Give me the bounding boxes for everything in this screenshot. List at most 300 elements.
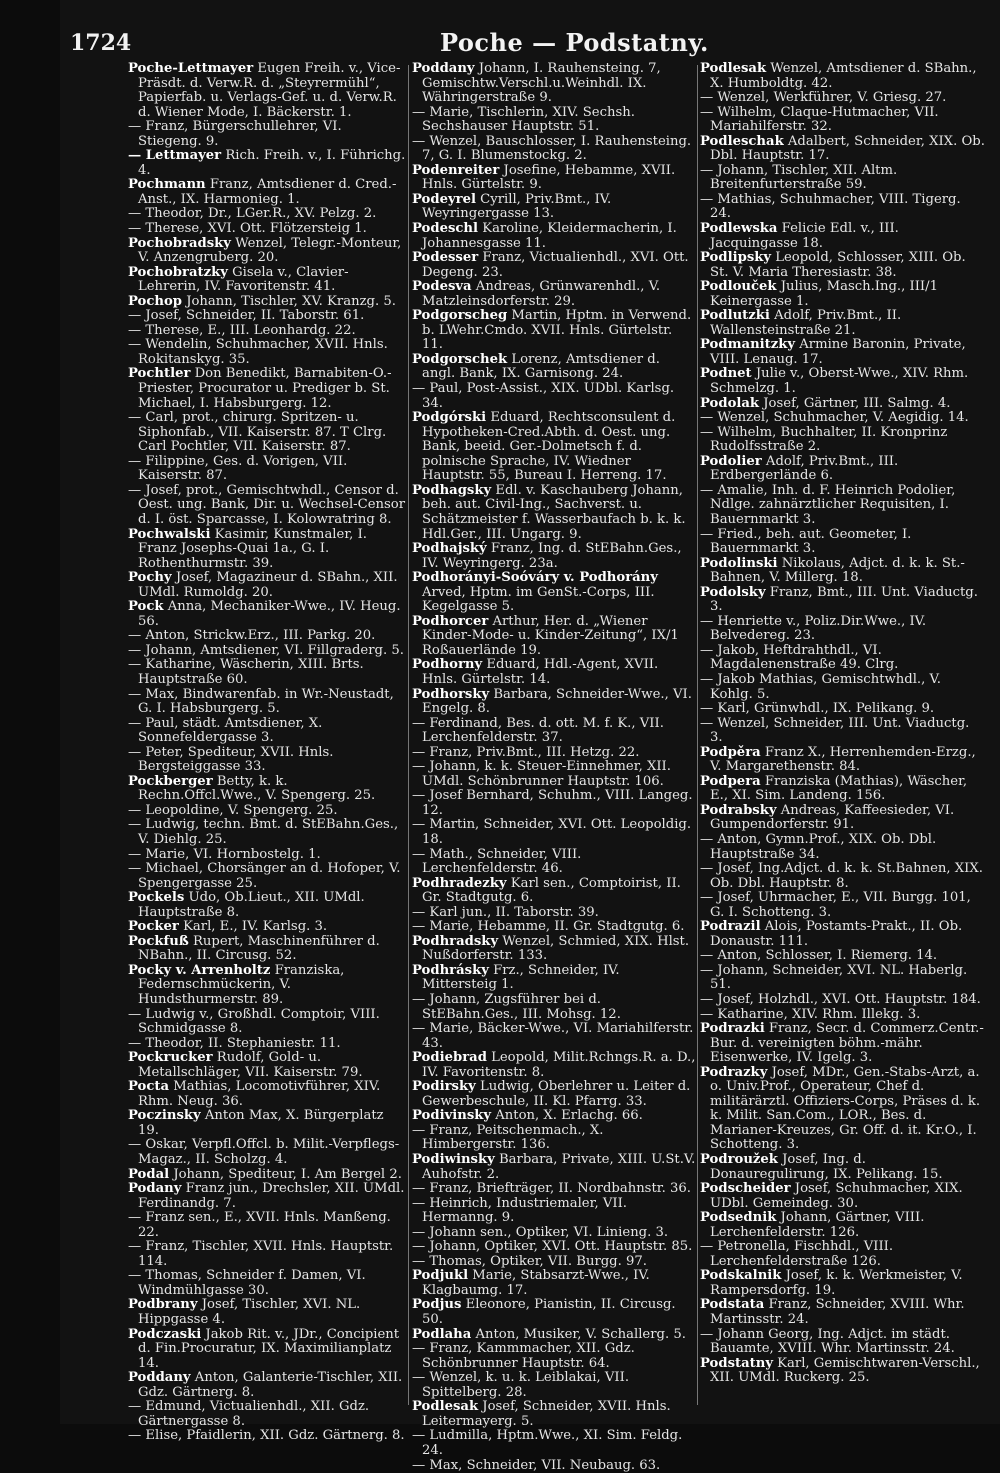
entry-details: Jakob Rit. v., JDr., Concipient d. Fin.Procuratur, IX. Maximilianplatz 14. <box>138 1327 399 1371</box>
entry-details: — Carl, prot., chirurg. Spritzen- u. Siphonfab., VII. Kaiserstr. 87. T Clrg. Carl Pochtler, VII. Kaiserstr. 87. <box>128 410 386 454</box>
entry-details: Rudolf, Gold- u. Metallschläger, VII. Kaiserstr. 79. <box>138 1050 363 1080</box>
entry-details: Kasimir, Kunstmaler, I. Franz Josephs-Quai 1a., G. I. Rothenthurmstr. 39. <box>138 527 367 571</box>
directory-entry <box>700 717 985 746</box>
entry-details: Andreas, Grünwarenhdl., V. Matzleinsdorferstr. 29. <box>422 279 660 309</box>
directory-entry <box>700 1211 985 1240</box>
entry-details: Julius, Masch.Ing., III/1 Keinergasse 1. <box>710 279 938 309</box>
directory-entry <box>412 353 696 382</box>
entry-surname: Podeschl <box>412 221 478 236</box>
entry-details: Mathias, Locomotivführer, XIV. Rhm. Neug. 36. <box>138 1079 380 1109</box>
entry-surname: Pockberger <box>128 774 213 789</box>
entry-details: Anton Max, X. Bürgerplatz 19. <box>138 1108 384 1138</box>
directory-entry <box>412 906 696 921</box>
directory-entry <box>412 1342 696 1371</box>
directory-entry <box>700 135 985 164</box>
entry-details: — Johann, Zugsführer bei d. StEBahn.Ges., III. Mohsg. 12. <box>412 992 621 1022</box>
entry-details: Eduard, Rechtsconsulent d. Hypotheken-Cred.Abth. d. Oest. ung. Bank, beeid. Ger.-Dolmetsch f. d. polnische Sprache, IV. Wiedner Hauptstr. 55, Bureau I. Herreng. 17. <box>422 410 675 483</box>
directory-entry <box>128 178 406 207</box>
directory-entry <box>700 455 985 484</box>
directory-entry <box>700 397 985 412</box>
entry-surname: Podpěra <box>700 745 761 760</box>
directory-entry <box>128 1051 406 1080</box>
directory-entry <box>412 382 696 411</box>
directory-entry <box>128 804 406 819</box>
entry-details: — Petronella, Fischhdl., VIII. Lerchenfelderstraße 126. <box>700 1239 893 1269</box>
entry-details: Johann, I. Rauhensteing. 7, Gemischtw.Verschl.u.Weinhdl. IX. Währingerstraße 9. <box>422 61 661 105</box>
entry-details: Anton, Musiker, V. Schallerg. 5. <box>471 1327 686 1342</box>
directory-entry <box>700 1022 985 1066</box>
entry-surname: Podhorányi-Soóváry v. Podhorány <box>412 570 658 585</box>
directory-entry <box>700 833 985 862</box>
directory-entry <box>700 1328 985 1357</box>
directory-entry <box>128 1269 406 1298</box>
entry-details: Wenzel, Telegr.-Monteur, V. Anzengruberg. 20. <box>138 236 401 266</box>
directory-entry <box>128 528 406 572</box>
entry-details: Anton, X. Erlachg. 66. <box>491 1108 643 1123</box>
directory-entry <box>700 1008 985 1023</box>
entry-surname: Podjukl <box>412 1268 468 1283</box>
directory-entry <box>128 455 406 484</box>
directory-entry <box>412 688 696 717</box>
directory-column-2 <box>412 62 696 1407</box>
entry-surname: Poddany <box>412 61 475 76</box>
entry-details: Anton, Galanterie-Tischler, XII. Gdz. Gärtnerg. 8. <box>138 1370 402 1400</box>
directory-entry <box>700 615 985 644</box>
entry-surname: Podhradezky <box>412 876 507 891</box>
entry-surname: Podolak <box>700 396 759 411</box>
entry-surname: Pockrucker <box>128 1050 213 1065</box>
directory-entry <box>700 193 985 222</box>
entry-surname: Poddany <box>128 1370 191 1385</box>
entry-details: — Josef, Holzhdl., XVI. Ott. Hauptstr. 184. <box>700 992 981 1007</box>
directory-entry <box>412 571 696 615</box>
entry-details: — Peter, Spediteur, XVII. Hnls. Bergsteiggasse 33. <box>128 745 333 775</box>
entry-details: — Paul, Post-Assist., XIX. UDbl. Karlsg. 34. <box>412 381 674 411</box>
entry-details: — Filippine, Ges. d. Vorigen, VII. Kaiserstr. 87. <box>128 454 347 484</box>
entry-details: — Wilhelm, Claque-Hutmacher, VII. Mariahilferstr. 32. <box>700 105 939 135</box>
directory-entry <box>128 775 406 804</box>
directory-entry <box>700 949 985 964</box>
entry-details: — Franz, Tischler, XVII. Hnls. Hauptstr. 114. <box>128 1239 393 1269</box>
directory-entry <box>700 411 985 426</box>
directory-entry <box>412 1459 696 1473</box>
entry-details: Armine Baronin, Private, VIII. Lenaug. 17. <box>710 337 966 367</box>
entry-details: Andreas, Kaffeesieder, VI. Gumpendorferstr. 91. <box>710 803 954 833</box>
entry-details: — Marie, Tischlerin, XIV. Sechsh. Sechshauser Hauptstr. 51. <box>412 105 635 135</box>
directory-entry <box>412 935 696 964</box>
entry-details: Marie, Stabsarzt-Wwe., IV. Klagbaumg. 17. <box>422 1268 650 1298</box>
directory-entry <box>412 193 696 222</box>
entry-details: Martin, Hptm. in Verwend. b. LWehr.Cmdo. XVII. Hnls. Gürtelstr. 11. <box>422 308 691 352</box>
entry-details: — Theodor, II. Stephaniestr. 11. <box>128 1036 341 1051</box>
entry-details: Josef, Ing. d. Donauregulirung, IX. Pelikang. 15. <box>710 1152 943 1182</box>
entry-surname: Podenreiter <box>412 163 499 178</box>
entry-surname: Pochop <box>128 294 182 309</box>
directory-entry <box>412 135 696 164</box>
entry-details: — Franz, Priv.Bmt., III. Hetzg. 22. <box>412 745 639 760</box>
directory-entry <box>128 571 406 600</box>
entry-details: — Edmund, Victualienhdl., XII. Gdz. Gärtnergasse 8. <box>128 1399 369 1429</box>
directory-entry <box>700 528 985 557</box>
entry-surname: Podolier <box>700 454 762 469</box>
directory-entry <box>128 964 406 1008</box>
entry-surname: Poczinsky <box>128 1108 201 1123</box>
directory-entry <box>412 62 696 106</box>
entry-details: Leopold, Milit.Rchngs.R. a. D., IV. Favoritenstr. 8. <box>422 1050 695 1080</box>
entry-details: Josef, Tischler, XVI. NL. Hippgasse 4. <box>138 1297 360 1327</box>
entry-details: Julie v., Oberst-Wwe., XIV. Rhm. Schmelzg. 1. <box>710 366 968 396</box>
entry-details: — Amalie, Inh. d. F. Heinrich Podolier, Ndlge. zahnärztlicher Requisiten, I. Bauernmarkt 3. <box>700 483 955 527</box>
directory-entry <box>128 62 406 120</box>
entry-surname: Podhorsky <box>412 687 489 702</box>
directory-entry <box>128 1168 406 1183</box>
entry-details: — Marie, VI. Hornbostelg. 1. <box>128 847 321 862</box>
entry-details: Johann, Gärtner, VIII. Lerchenfelderstr. 126. <box>710 1210 924 1240</box>
directory-entry <box>412 818 696 847</box>
directory-entry <box>128 1008 406 1037</box>
entry-surname: Podhorcer <box>412 614 488 629</box>
entry-details: — Franz sen., E., XVII. Hnls. Manßeng. 22. <box>128 1210 391 1240</box>
entry-details: — Anton, Gymn.Prof., XIX. Ob. Dbl. Hauptstraße 34. <box>700 832 936 862</box>
directory-entry <box>412 309 696 353</box>
entry-details: — Heinrich, Industriemaler, VII. Hermanng. 9. <box>412 1196 627 1226</box>
entry-details: — Franz, Bürgerschullehrer, VI. Stiegeng. 9. <box>128 119 342 149</box>
entry-details: — Marie, Bäcker-Wwe., VI. Mariahilferstr. 43. <box>412 1021 693 1051</box>
entry-details: — Wenzel, Schneider, III. Unt. Viaductg. 3. <box>700 716 969 746</box>
entry-details: Franz, Secr. d. Commerz.Centr.-Bur. d. vereinigten böhm.-mähr. Eisenwerke, IV. Igelg. 3. <box>710 1021 984 1065</box>
entry-details: — Max, Bindwarenfab. in Wr.-Neustadt, G. I. Habsburgerg. 5. <box>128 687 394 717</box>
entry-details: — Franz, Kammmacher, XII. Gdz. Schönbrunner Hauptstr. 64. <box>412 1341 635 1371</box>
entry-surname: — Lettmayer <box>128 148 221 163</box>
entry-surname: Podlewska <box>700 221 777 236</box>
directory-entry <box>412 658 696 687</box>
entry-surname: Podesser <box>412 250 478 265</box>
entry-surname: Podlesak <box>412 1399 478 1414</box>
directory-entry <box>128 295 406 310</box>
entry-surname: Podany <box>128 1181 181 1196</box>
entry-surname: Podhrásky <box>412 963 489 978</box>
entry-details: — Josef, prot., Gemischtwhdl., Censor d. Oest. ung. Bank, Dir. u. Wechsel-Censor d. I. öst. Sparcasse, I. Kolowratring 8. <box>128 483 405 527</box>
entry-surname: Podiwinsky <box>412 1152 495 1167</box>
entry-surname: Podolsky <box>700 585 766 600</box>
directory-entry <box>700 62 985 91</box>
entry-surname: Podskalnik <box>700 1268 781 1283</box>
entry-surname: Podstatny <box>700 1356 773 1371</box>
entry-details: Franz, Ing. d. StEBahn.Ges., IV. Weyringerg. 23a. <box>422 541 682 571</box>
entry-details: Anna, Mechaniker-Wwe., IV. Heug. 56. <box>138 599 401 629</box>
entry-details: Ludwig, Oberlehrer u. Leiter d. Gewerbeschule, II. Kl. Pfarrg. 33. <box>422 1079 690 1109</box>
directory-entry <box>412 411 696 484</box>
entry-surname: Podscheider <box>700 1181 791 1196</box>
directory-entry <box>700 862 985 891</box>
entry-details: — Ludmilla, Hptm.Wwe., XI. Sim. Feldg. 24. <box>412 1428 682 1458</box>
entry-surname: Podroužek <box>700 1152 778 1167</box>
entry-details: — Wendelin, Schuhmacher, XVII. Hnls. Rokitanskyg. 35. <box>128 337 388 367</box>
entry-details: — Josef, Uhrmacher, E., VII. Burgg. 101, G. I. Schotteng. 3. <box>700 890 971 920</box>
directory-entry <box>412 1226 696 1241</box>
entry-details: — Jakob, Heftdrahthdl., VI. Magdalenenstraße 49. Clrg. <box>700 643 898 673</box>
directory-entry <box>128 309 406 324</box>
entry-surname: Pockfuß <box>128 934 189 949</box>
directory-entry <box>412 1153 696 1182</box>
entry-details: Wenzel, Amtsdiener d. SBahn., X. Humboldtg. 42. <box>710 61 977 91</box>
entry-surname: Podsednik <box>700 1210 776 1225</box>
directory-entry <box>128 1211 406 1240</box>
entry-details: Leopold, Schlosser, XIII. Ob. St. V. Maria Theresiastr. 38. <box>710 250 966 280</box>
entry-surname: Podrazil <box>700 919 761 934</box>
directory-entry <box>700 338 985 367</box>
directory-entry <box>412 1240 696 1255</box>
directory-entry <box>700 1182 985 1211</box>
entry-details: — Anton, Strickw.Erz., III. Parkg. 20. <box>128 628 375 643</box>
entry-details: Josef, Schneider, XVII. Hnls. Leitermayerg. 5. <box>422 1399 671 1429</box>
entry-surname: Poche-Lettmayer <box>128 61 253 76</box>
directory-entry <box>128 600 406 629</box>
directory-entry <box>412 1124 696 1153</box>
entry-details: Josef, Schuhmacher, XIX. UDbl. Gemeindeg. 30. <box>710 1181 963 1211</box>
entry-surname: Podeyrel <box>412 192 476 207</box>
entry-details: — Johann, Optiker, XVI. Ott. Hauptstr. 85. <box>412 1239 692 1254</box>
directory-entry <box>128 1429 406 1444</box>
entry-details: — Henriette v., Poliz.Dir.Wwe., IV. Belvedereg. 23. <box>700 614 926 644</box>
entry-details: Betty, k. k. Rechn.Offcl.Wwe., V. Spengerg. 25. <box>138 774 375 804</box>
entry-surname: Podirsky <box>412 1079 476 1094</box>
entry-details: — Martin, Schneider, XVI. Ott. Leopoldig. 18. <box>412 817 691 847</box>
directory-entry <box>700 964 985 993</box>
entry-details: Udo, Ob.Lieut., XII. UMdl. Hauptstraße 8. <box>138 890 365 920</box>
entry-surname: Podrazki <box>700 1021 765 1036</box>
entry-surname: Podlaha <box>412 1327 471 1342</box>
entry-details: Rupert, Maschinenführer d. NBahn., II. Circusg. 52. <box>138 934 380 964</box>
directory-column-1 <box>128 62 406 1407</box>
entry-details: Gisela v., Clavier-Lehrerin, IV. Favoritenstr. 41. <box>138 265 349 295</box>
entry-surname: Podnet <box>700 366 752 381</box>
entry-details: — Johann, Schneider, XVI. NL. Haberlg. 51. <box>700 963 967 993</box>
directory-entry <box>412 717 696 746</box>
directory-entry <box>700 91 985 106</box>
entry-details: Franz, Amtsdiener d. Cred.-Anst., IX. Harmonieg. 1. <box>138 177 396 207</box>
directory-entry <box>128 266 406 295</box>
entry-details: Adolf, Priv.Bmt., II. Wallensteinstraße 21. <box>710 308 901 338</box>
directory-entry <box>412 280 696 309</box>
directory-entry <box>412 1109 696 1124</box>
entry-surname: Podgorschek <box>412 352 507 367</box>
entry-details: Josefine, Hebamme, XVII. Hnls. Gürtelstr. 9. <box>422 163 675 193</box>
directory-entry <box>128 338 406 367</box>
entry-details: — Elise, Pfaidlerin, XII. Gdz. Gärtnerg. 8. <box>128 1428 405 1443</box>
entry-details: — Thomas, Schneider f. Damen, VI. Windmühlgasse 30. <box>128 1268 366 1298</box>
directory-entry <box>700 586 985 615</box>
directory-entry <box>412 760 696 789</box>
directory-entry <box>412 1080 696 1109</box>
entry-details: Don Benedikt, Barnabiten-O.-Priester, Procurator u. Prediger b. St. Michael, I. Habsburgerg. 12. <box>138 366 392 410</box>
entry-details: — Franz, Peitschenmach., X. Himbergerstr. 136. <box>412 1123 603 1153</box>
directory-entry <box>412 484 696 542</box>
entry-surname: Podczaski <box>128 1327 201 1342</box>
entry-details: Alois, Postamts-Prakt., II. Ob. Donaustr. 111. <box>710 919 962 949</box>
entry-surname: Podolinski <box>700 556 778 571</box>
entry-surname: Podesva <box>412 279 472 294</box>
directory-entry <box>700 1298 985 1327</box>
directory-entry <box>700 702 985 717</box>
directory-entry <box>128 1328 406 1372</box>
directory-entry <box>128 688 406 717</box>
directory-entry <box>412 1298 696 1327</box>
directory-entry <box>128 207 406 222</box>
entry-details: Adolf, Priv.Bmt., III. Erdbergerlände 6. <box>710 454 898 484</box>
directory-entry <box>700 775 985 804</box>
directory-entry <box>128 935 406 964</box>
entry-details: Franz X., Herrenhemden-Erzg., V. Margarethenstr. 84. <box>710 745 976 775</box>
directory-entry <box>128 1080 406 1109</box>
directory-entry <box>700 1269 985 1298</box>
entry-details: — Johann Georg, Ing. Adjct. im städt. Bauamte, XVIII. Whr. Martinsstr. 24. <box>700 1327 955 1357</box>
entry-details: Franz jun., Drechsler, XII. UMdl. Ferdinandg. 7. <box>138 1181 404 1211</box>
entry-details: — Johann, Amtsdiener, VI. Fillgraderg. 5. <box>128 643 404 658</box>
entry-details: Karl sen., Comptoirist, II. Gr. Stadtgutg. 6. <box>422 876 681 906</box>
entry-surname: Pochwalski <box>128 527 210 542</box>
directory-entry <box>128 1109 406 1138</box>
entry-surname: Podlutzki <box>700 308 770 323</box>
entry-surname: Podmanitzky <box>700 337 795 352</box>
entry-surname: Podgorscheg <box>412 308 507 323</box>
directory-entry <box>412 1022 696 1051</box>
directory-entry <box>128 1037 406 1052</box>
entry-details: — Josef, Schneider, II. Taborstr. 61. <box>128 308 364 323</box>
directory-entry <box>700 993 985 1008</box>
directory-entry <box>412 993 696 1022</box>
entry-surname: Podiebrad <box>412 1050 487 1065</box>
directory-entry <box>412 106 696 135</box>
entry-details: Barbara, Schneider-Wwe., VI. Engelg. 8. <box>422 687 692 717</box>
directory-entry <box>128 237 406 266</box>
entry-details: — Katharine, XIV. Rhm. Illekg. 3. <box>700 1007 920 1022</box>
directory-entry <box>412 222 696 251</box>
directory-entry <box>700 251 985 280</box>
entry-details: Edl. v. Kaschauberg Johann, beh. aut. Civil-Ing., Sachverst. u. Schätzmeister f. Wasserbaufach b. k. k. Hdl.Ger., III. Ungarg. 9. <box>422 483 686 542</box>
entry-details: — Therese, XVI. Ott. Flötzersteig 1. <box>128 221 367 236</box>
directory-entry <box>128 411 406 455</box>
directory-entry <box>128 1240 406 1269</box>
entry-details: — Ferdinand, Bes. d. ott. M. f. K., VII. Lerchenfelderstr. 37. <box>412 716 664 746</box>
directory-entry <box>700 891 985 920</box>
entry-details: Adalbert, Schneider, XIX. Ob. Dbl. Hauptstr. 17. <box>710 134 985 164</box>
entry-surname: Podrazky <box>700 1065 767 1080</box>
directory-entry <box>412 1182 696 1197</box>
entry-details: — Ludwig v., Großhdl. Comptoir, VIII. Schmidgasse 8. <box>128 1007 380 1037</box>
entry-details: Josef, MDr., Gen.-Stabs-Arzt, a. o. Univ.Prof., Operateur, Chef d. militärärztl. Offiziers-Corps, Präses d. k. k. Milit. San.Com., LOR., Bes. d. Marianer-Kreuzes, Gr. Off. d. it. Kr.O., I. Schotteng. 3. <box>710 1065 980 1153</box>
entry-details: — Max, Schneider, VII. Neubaug. 63. <box>412 1458 660 1473</box>
directory-entry <box>700 557 985 586</box>
directory-entry <box>128 367 406 411</box>
entry-details: — Wenzel, Bauschlosser, I. Rauhensteing. 7, G. I. Blumenstockg. 2. <box>412 134 691 164</box>
entry-details: — Thomas, Optiker, VII. Burgg. 97. <box>412 1254 647 1269</box>
directory-entry <box>128 1371 406 1400</box>
directory-entry <box>412 964 696 993</box>
entry-details: Cyrill, Priv.Bmt., IV. Weyringergasse 13. <box>422 192 611 222</box>
entry-details: Josef, k. k. Werkmeister, V. Rampersdorfg. 19. <box>710 1268 963 1298</box>
directory-entry <box>412 542 696 571</box>
entry-details: Karl, Gemischtwaren-Verschl., XII. UMdl. Ruckerg. 25. <box>710 1356 980 1386</box>
entry-surname: Pochobradsky <box>128 236 231 251</box>
entry-details: Wenzel, Schmied, XIX. Hlst. Nußdorferstr. 133. <box>422 934 689 964</box>
entry-surname: Podhradsky <box>412 934 498 949</box>
entry-surname: Podhajský <box>412 541 487 556</box>
entry-surname: Pocky v. Arrenholtz <box>128 963 270 978</box>
entry-details: Franz, Victualienhdl., XVI. Ott. Degeng. 23. <box>422 250 689 280</box>
page-title: Poche — Podstatny. <box>440 28 709 57</box>
directory-entry <box>412 1197 696 1226</box>
entry-details: — Wenzel, Werkführer, V. Griesg. 27. <box>700 90 946 105</box>
entry-surname: Pockels <box>128 890 184 905</box>
entry-details: Franz, Bmt., III. Unt. Viaductg. 3. <box>710 585 978 615</box>
entry-details: — Wenzel, k. u. k. Leiblakai, VII. Spittelberg. 28. <box>412 1370 629 1400</box>
directory-entry <box>700 1240 985 1269</box>
entry-surname: Podlouček <box>700 279 777 294</box>
entry-surname: Pochy <box>128 570 172 585</box>
directory-entry <box>412 164 696 193</box>
entry-surname: Podlipsky <box>700 250 771 265</box>
column-divider <box>697 65 698 1405</box>
entry-surname: Podal <box>128 1167 169 1182</box>
entry-details: Eduard, Hdl.-Agent, XVII. Hnls. Gürtelstr. 14. <box>422 657 658 687</box>
directory-column-3 <box>700 62 985 1407</box>
entry-details: Josef, Magazineur d. SBahn., XII. UMdl. Rumoldg. 20. <box>138 570 398 600</box>
entry-details: — Wenzel, Schuhmacher, V. Aegidig. 14. <box>700 410 969 425</box>
entry-details: — Therese, E., III. Leonhardg. 22. <box>128 323 356 338</box>
entry-surname: Pochmann <box>128 177 206 192</box>
directory-entry <box>412 1328 696 1343</box>
entry-details: — Mathias, Schuhmacher, VIII. Tigerg. 24. <box>700 192 961 222</box>
entry-surname: Podivinsky <box>412 1108 491 1123</box>
directory-entry <box>700 367 985 396</box>
entry-surname: Podleschak <box>700 134 784 149</box>
directory-entry <box>128 891 406 920</box>
directory-entry <box>128 484 406 528</box>
entry-surname: Pock <box>128 599 164 614</box>
directory-entry <box>412 1269 696 1298</box>
directory-entry <box>128 644 406 659</box>
entry-surname: Podbrany <box>128 1297 198 1312</box>
entry-details: — Michael, Chorsänger an d. Hofoper, V. Spengergasse 25. <box>128 861 400 891</box>
entry-surname: Pocker <box>128 919 179 934</box>
directory-entry <box>412 1371 696 1400</box>
entry-details: — Karl, Grünwhdl., IX. Pelikang. 9. <box>700 701 934 716</box>
entry-surname: Podlesak <box>700 61 766 76</box>
entry-details: Karoline, Kleidermacherin, I. Johannesgasse 11. <box>422 221 677 251</box>
directory-entry <box>700 309 985 338</box>
directory-entry <box>700 1153 985 1182</box>
entry-details: — Josef Bernhard, Schuhm., VIII. Langeg. 12. <box>412 788 693 818</box>
directory-entry <box>412 1051 696 1080</box>
directory-entry <box>128 1298 406 1327</box>
entry-details: Arthur, Her. d. „Wiener Kinder-Mode- u. Kinder-Zeitung“, IX/1 Roßauerlände 19. <box>422 614 679 658</box>
entry-details: — Wilhelm, Buchhalter, II. Kronprinz Rudolfsstraße 2. <box>700 425 947 455</box>
entry-surname: Podgórski <box>412 410 486 425</box>
entry-details: — Anton, Schlosser, I. Riemerg. 14. <box>700 948 937 963</box>
entry-surname: Pocta <box>128 1079 169 1094</box>
directory-entry <box>700 280 985 309</box>
entry-details: Eleonore, Pianistin, II. Circusg. 50. <box>422 1297 676 1327</box>
directory-entry <box>128 848 406 863</box>
entry-details: — Katharine, Wäscherin, XIII. Brts. Hauptstraße 60. <box>128 657 364 687</box>
directory-entry <box>700 920 985 949</box>
directory-entry <box>700 106 985 135</box>
entry-surname: Podhagsky <box>412 483 491 498</box>
entry-details: — Johann, Tischler, XII. Altm. Breitenfurterstraße 59. <box>700 163 897 193</box>
directory-entry <box>128 629 406 644</box>
entry-details: — Jakob Mathias, Gemischtwhdl., V. Kohlg. 5. <box>700 672 941 702</box>
